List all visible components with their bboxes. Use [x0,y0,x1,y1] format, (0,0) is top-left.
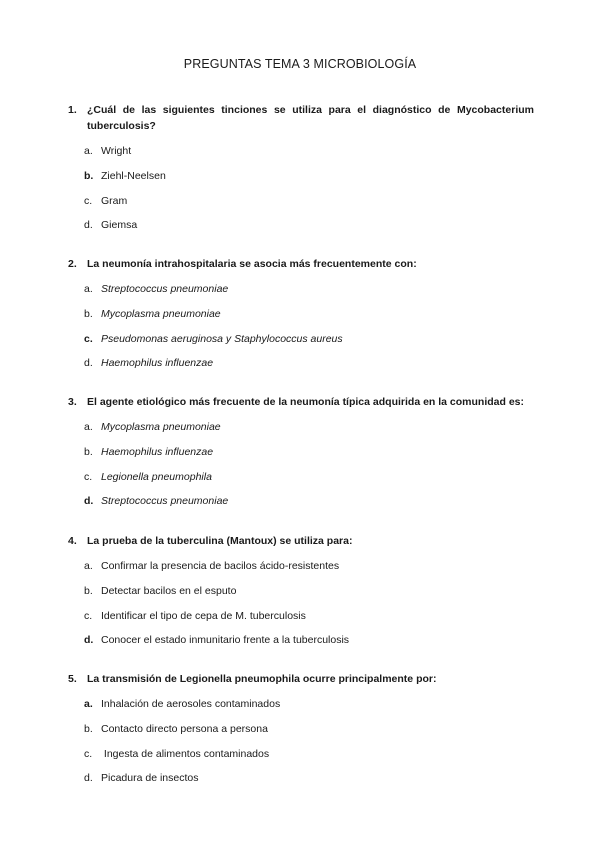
question-3 [68,394,534,519]
option-text: Detectar bacilos en el esputo [101,584,237,597]
option-letter: c. [84,747,93,760]
question-text [68,671,534,687]
option-text: Conocer el estado inmunitario frente a la tuberculosis [101,634,350,647]
option-d [68,494,534,519]
option-text: Inhalación de aerosoles contaminados [101,698,281,710]
option-b [68,584,534,609]
question-number: 1. [68,104,77,116]
option-text: Ingesta de alimentos contaminados [101,747,270,760]
option-letter: c. [84,332,93,345]
options-list [68,282,534,381]
option-letter: b. [84,722,93,735]
option-text: Streptococcus pneumoniae [101,495,229,508]
question-label: El agente etiológico más frecuente de la neumonía típica adquirida en la comunidad es: [87,396,525,408]
option-text: Wright [101,145,132,157]
options-list [68,559,534,658]
options-list [68,420,534,519]
option-letter: b. [84,584,93,597]
option-a [68,282,534,307]
option-a [68,697,534,722]
question-label: La prueba de la tuberculina (Mantoux) se utiliza para: [87,535,353,547]
question-text [68,102,534,134]
option-text: Legionella pneumophila [101,470,212,483]
options-list [68,144,534,243]
option-letter: d. [84,219,93,232]
option-c [68,332,534,357]
question-number: 4. [68,535,77,547]
option-text: Haemophilus influenzae [101,445,214,458]
option-text: Giemsa [101,219,138,232]
option-letter: a. [84,560,93,572]
option-letter: a. [84,421,93,433]
option-letter: b. [84,169,94,182]
option-letter: a. [84,145,93,157]
option-text: Pseudomonas aeruginosa y Staphylococcus aureus [101,332,343,345]
question-2 [68,256,534,381]
question-number: 5. [68,673,77,685]
option-d [68,356,534,381]
option-text: Confirmar la presencia de bacilos ácido-resistentes [101,560,340,572]
option-a [68,420,534,445]
question-label: ¿Cuál de las siguientes tinciones se utiliza para el diagnóstico de Mycobacterium tuberculosis? [87,104,534,132]
option-b [68,722,534,747]
option-c [68,609,534,634]
option-d [68,218,534,243]
option-c [68,747,534,772]
option-b [68,307,534,332]
option-letter: d. [84,495,94,508]
option-letter: d. [84,772,93,785]
question-text [68,394,534,410]
question-1 [68,102,534,243]
option-d [68,771,534,796]
option-text: Identificar el tipo de cepa de M. tuberculosis [101,609,306,622]
options-list [68,697,534,796]
question-text [68,533,534,549]
option-text: Streptococcus pneumoniae [101,283,229,295]
option-text: Mycoplasma pneumoniae [101,307,221,320]
option-letter: c. [84,609,93,622]
option-text: Ziehl-Neelsen [101,169,166,182]
question-4 [68,533,534,658]
option-c [68,470,534,495]
option-letter: c. [84,470,93,483]
option-letter: b. [84,445,93,458]
option-text: Contacto directo persona a persona [101,722,268,735]
option-text: Gram [101,194,128,207]
question-label: La transmisión de Legionella pneumophila ocurre principalmente por: [87,673,437,685]
option-b [68,445,534,470]
option-letter: a. [84,283,93,295]
option-letter: d. [84,357,93,370]
option-d [68,633,534,658]
question-label: La neumonía intrahospitalaria se asocia más frecuentemente con: [87,258,417,270]
option-text: Haemophilus influenzae [101,357,214,370]
option-a [68,559,534,584]
question-text [68,256,534,272]
option-letter: c. [84,194,93,207]
question-number: 2. [68,258,77,270]
question-5 [68,671,534,796]
option-b [68,169,534,194]
option-c [68,194,534,219]
option-a [68,144,534,169]
option-text: Mycoplasma pneumoniae [101,421,221,433]
document-title: PREGUNTAS TEMA 3 MICROBIOLOGÍA [183,57,417,71]
option-letter: b. [84,307,93,320]
question-number: 3. [68,396,77,408]
option-letter: a. [84,698,93,710]
option-text: Picadura de insectos [101,772,199,785]
option-letter: d. [84,634,94,647]
